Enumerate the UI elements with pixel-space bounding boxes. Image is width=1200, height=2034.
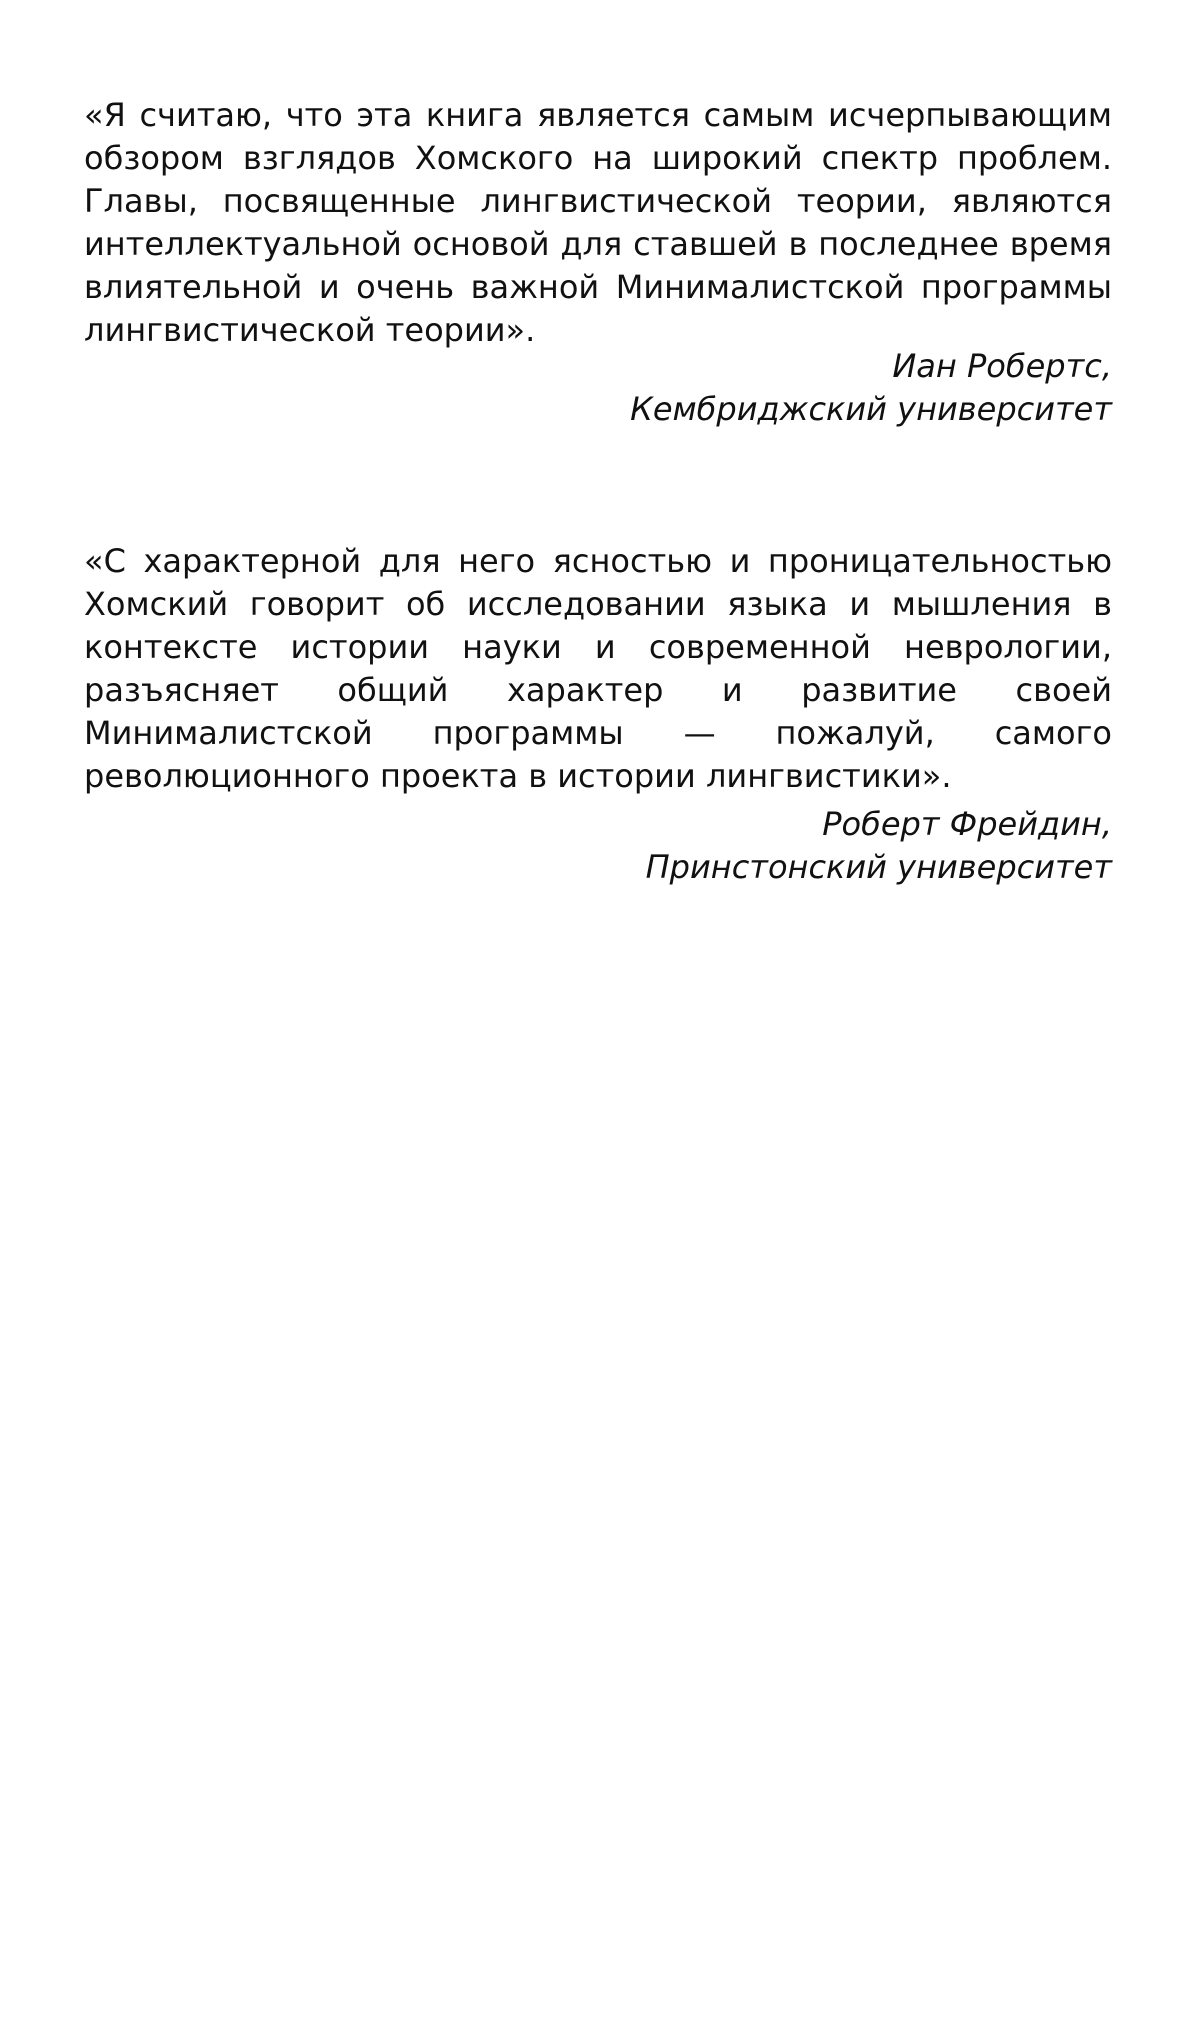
quote-freidin: «С характерной для него ясностью и проницательностью Хомский говорит об исследовании языка и мышления в контексте истории науки и современной неврологии, разъясняет общий характер и развитие своей Минималистской программы — пожалуй, самого революционного проекта в истории лингвистики». — [84, 542, 1112, 795]
author-name: Иан Робертс, — [892, 347, 1112, 385]
attribution-roberts — [630, 345, 1112, 431]
author-affiliation: Принстонский университет — [645, 848, 1112, 886]
author-name: Роберт Фрейдин, — [822, 805, 1112, 843]
author-affiliation: Кембриджский университет — [630, 390, 1112, 428]
attribution-freidin — [646, 803, 1112, 889]
quote-roberts: «Я считаю, что эта книга является самым исчерпывающим обзором взглядов Хомского на широкий спектр проблем. Главы, посвященные лингвистической теории, являются интеллектуальной основой для ставшей в последнее время влиятельной и очень важной Минималистской программы лингвистической теории». — [84, 96, 1112, 349]
